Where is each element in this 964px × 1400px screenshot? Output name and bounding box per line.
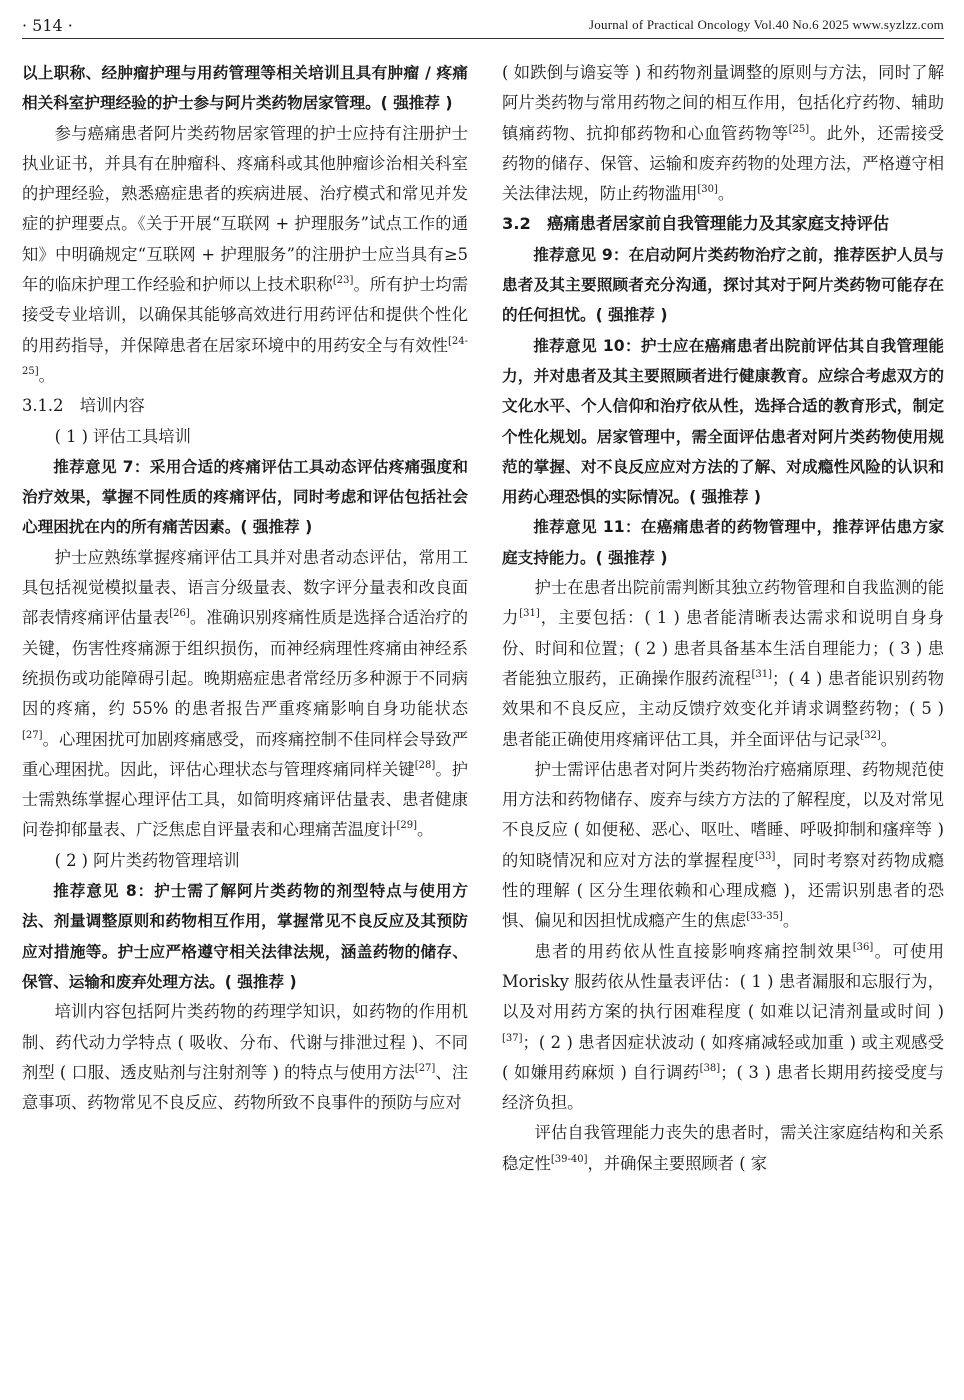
subheading-opioid-training: ( 2 ) 阿片类药物管理培训 <box>54 850 240 870</box>
recommendation-8: 推荐意见 8：护士需了解阿片类药物的剂型特点与使用方法、剂量调整原则和药物相互作用，掌握常见不良反应及其预防应对措施等。护士应严格遵守相关法律法规，涵盖药物的储存、保管、运输和废弃处理方法。( 强推荐 ) <box>22 882 468 991</box>
text-run: ；( 4 ) 患者能识别药物效果和不良反应，主动反馈疗效变化并请求调整药物；( 5 ) 患者能正确使用疼痛评估工具，并全面评估与记录 <box>502 668 944 749</box>
paragraph-self-management <box>502 573 944 755</box>
text-run: 护士应熟练掌握疼痛评估工具并对患者动态评估，常用工具包括视觉模拟量表、语言分级量表、数字评分量表和改良面部表情疼痛评估量表 <box>22 547 468 628</box>
citation: [25] <box>788 123 810 135</box>
paragraph-adherence <box>502 937 944 1119</box>
citation: [27] <box>414 1062 436 1074</box>
text-run: 。可使用 Morisky 服药依从性量表评估：( 1 ) 患者漏服和忘服行为，以及对用药方案的执行困难程度 ( 如难以记清剂量或时间 ) <box>502 941 944 1022</box>
text-run: ；( 2 ) 患者因症状波动 ( 如疼痛减轻或加重 ) 或主观感受 ( 如嫌用药麻烦 ) 自行调药 <box>502 1032 944 1082</box>
right-column <box>502 58 944 1179</box>
subheading-tool-training: ( 1 ) 评估工具培训 <box>54 426 191 446</box>
text-run: ，同时考察对药物成瘾性的理解 ( 区分生理依赖和心理成瘾 )，还需识别患者的恐惧、偏见和因担忧成瘾产生的焦虑 <box>502 850 944 931</box>
citation: [33] <box>754 850 776 862</box>
text-run: 。护士需熟练掌握心理评估工具，如简明疼痛评估量表、患者健康问卷抑郁量表、广泛焦虑自评量表和心理痛苦温度计 <box>22 759 468 840</box>
text-run: 、注意事项、药物常见不良反应、药物所致不良事件的预防与应对 <box>22 1062 468 1113</box>
text-run: 。 <box>782 911 800 931</box>
recommendation-10: 推荐意见 10：护士应在癌痛患者出院前评估其自我管理能力，并对患者及其主要照顾者进行健康教育。应综合考虑双方的文化水平、个人信仰和治疗依从性，选择合适的教育形式，制定个性化规划。居家管理中，需全面评估患者对阿片类药物使用规范的掌握、对不良反应应对方法的了解、对成瘾性风险的认识和用药心理恐惧的实际情况。( 强推荐 ) <box>502 336 944 507</box>
paragraph-nurse-qualification <box>22 119 468 392</box>
text-run: 护士在患者出院前需判断其独立药物管理和自我监测的能力 <box>502 578 944 628</box>
text-run: 。 <box>717 184 735 204</box>
journal-info: Journal of Practical Oncology Vol.40 No.6 2025 www.syzlzz.com <box>589 17 944 32</box>
text-run: ( 如跌倒与谵妄等 ) 和药物剂量调整的原则与方法，同时了解阿片类药物与常用药物之间的相互作用，包括化疗药物、辅助镇痛药物、抗抑郁药物和心血管药物等 <box>502 63 944 143</box>
text-run: 。准确识别疼痛性质是选择合适治疗的关键，伤害性疼痛源于组织损伤，而神经病理性疼痛由神经系统损伤或功能障碍引起。晚期癌症患者常经历多种源于不同病因的疼痛，约 55% 的患者报告严重疼痛影响自身功能状态 <box>22 608 468 719</box>
section-heading-3-1-2: 3.1.2 培训内容 <box>22 396 145 416</box>
text-run: 。 <box>417 820 434 840</box>
recommendation-7: 推荐意见 7：采用合适的疼痛评估工具动态评估疼痛强度和治疗效果，掌握不同性质的疼痛评估，同时考虑和评估包括社会心理困扰在内的所有痛苦因素。( 强推荐 ) <box>22 457 468 537</box>
recommendation-11: 推荐意见 11：在癌痛患者的药物管理中，推荐评估患方家庭支持能力。( 强推荐 ) <box>502 518 944 567</box>
paragraph-training-content <box>22 997 468 1118</box>
citation: [38] <box>699 1062 721 1074</box>
citation: [23] <box>332 275 354 287</box>
text-run: 。此外，还需接受药物的储存、保管、运输和废弃药物的处理方法，严格遵守相关法律法规，防止药物滥用 <box>502 123 944 204</box>
citation: [36] <box>852 941 874 953</box>
citation: [39-40] <box>550 1153 588 1165</box>
page-number: · 514 · <box>22 15 73 35</box>
page-header <box>22 12 944 39</box>
text-run: ，并确保主要照顾者 ( 家 <box>587 1153 768 1173</box>
recommendation-9: 推荐意见 9：在启动阿片类药物治疗之前，推荐医护人员与患者及其主要照顾者充分沟通，探讨其对于阿片类药物可能存在的任何担忧。( 强推荐 ) <box>502 245 944 325</box>
text-run: 。心理困扰可加剧疼痛感受，而疼痛控制不佳同样会导致严重心理困扰。因此，评估心理状态与管理疼痛同样关键 <box>22 729 468 779</box>
citation: [30] <box>697 184 718 196</box>
paragraph-pain-assessment <box>22 543 468 846</box>
citation: [24-25] <box>22 335 468 377</box>
recommendation-6-tail: 以上职称、经肿瘤护理与用药管理等相关培训且具有肿瘤 / 疼痛相关科室护理经验的护士参与阿片类药物居家管理。( 强推荐 ) <box>22 64 468 113</box>
text-run: ，主要包括：( 1 ) 患者能清晰表达需求和说明自身身份、时间和位置；( 2 ) 患者具备基本生活自理能力；( 3 ) 患者能独立服药，正确操作服药流程 <box>502 608 944 688</box>
text-run: 参与癌痛患者阿片类药物居家管理的护士应持有注册护士执业证书，并具有在肿瘤科、疼痛科或其他肿瘤诊治相关科室的护理经验，熟悉癌症患者的疾病进展、治疗模式和常见并发症的护理要点。《关于开展“互联网 + 护理服务”试点工作的通知》中明确规定“互联网 + 护理服务”的注册护士应当具有≥5 年的临床护理工作经验和护师以上技术职称 <box>22 123 468 295</box>
citation: [29] <box>396 820 418 832</box>
text-run: 患者的用药依从性直接影响疼痛控制效果 <box>534 941 853 961</box>
citation: [31] <box>751 668 772 680</box>
citation: [32] <box>860 729 881 741</box>
citation: [31] <box>519 608 540 620</box>
text-run: 护士需评估患者对阿片类药物治疗癌痛原理、药物规范使用方法和药物储存、废弃与续方方法的了解程度，以及对常见不良反应 ( 如便秘、恶心、呕吐、嗜睡、呼吸抑制和瘙痒等 ) 的知晓情况和应对方法的掌握程度 <box>502 759 944 870</box>
text-run: 。所有护士均需接受专业培训，以确保其能够高效进行用药评估和提供个性化的用药指导，并保障患者在居家环境中的用药安全与有效性 <box>22 275 468 355</box>
text-run: 。 <box>880 729 898 749</box>
text-run: ；( 3 ) 患者长期用药接受度与经济负担。 <box>502 1062 944 1113</box>
left-column <box>22 58 468 1118</box>
paragraph-knowledge-assessment <box>502 755 944 937</box>
paragraph-family-support <box>502 1118 944 1179</box>
citation: [26] <box>169 608 190 620</box>
paragraph-training-content-cont <box>502 58 944 209</box>
text-run: 。 <box>38 365 55 385</box>
citation: [33-35] <box>746 911 783 923</box>
text-run: 评估自我管理能力丧失的患者时，需关注家庭结构和关系稳定性 <box>502 1123 944 1173</box>
section-heading-3-2: 3.2 癌痛患者居家前自我管理能力及其家庭支持评估 <box>502 214 890 234</box>
citation: [27] <box>22 729 43 741</box>
text-run: 培训内容包括阿片类药物的药理学知识，如药物的作用机制、药代动力学特点 ( 吸收、分布、代谢与排泄过程 )、不同剂型 ( 口服、透皮贴剂与注射剂等 ) 的特点与使用方法 <box>22 1002 468 1082</box>
citation: [28] <box>414 759 436 771</box>
citation: [37] <box>502 1032 523 1044</box>
